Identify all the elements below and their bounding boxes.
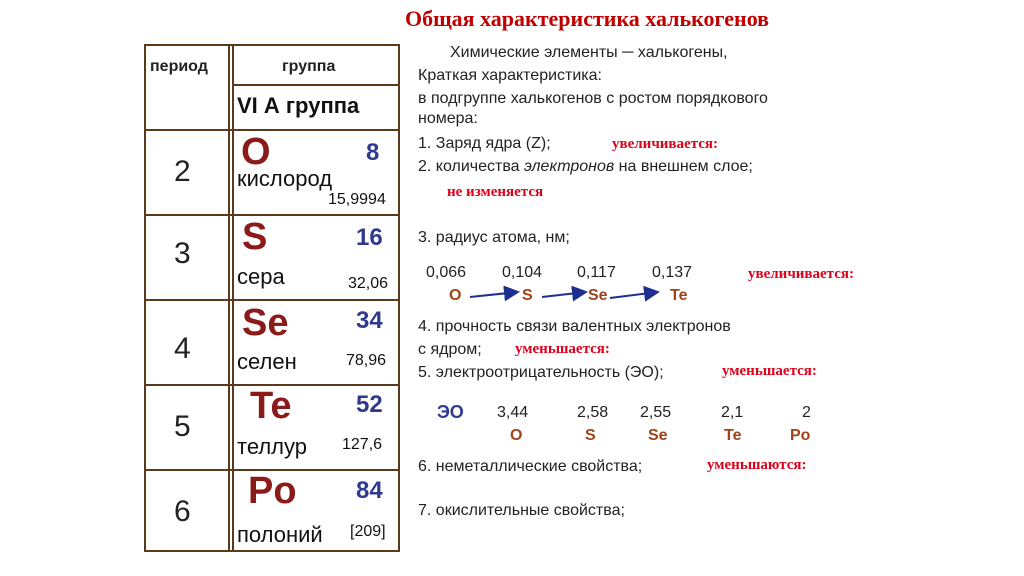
element-symbol: Te xyxy=(250,385,292,427)
element-name: кислород xyxy=(237,166,333,191)
arrow-icon xyxy=(610,292,658,298)
property-7: 7. окислительные свойства; xyxy=(418,502,625,519)
atomic-mass: 127,6 xyxy=(342,436,383,453)
table-divider xyxy=(146,129,398,131)
element-name: селен xyxy=(237,349,297,374)
atomic-mass: 32,06 xyxy=(348,275,389,292)
header-period: период xyxy=(150,58,208,75)
element-symbol-small: O xyxy=(510,427,523,444)
trend-label: уменьшаются: xyxy=(707,457,807,473)
intro-line: номера: xyxy=(418,110,478,127)
table-divider xyxy=(146,214,398,216)
arrow-icon xyxy=(470,292,518,297)
element-symbol-small: Po xyxy=(790,427,811,444)
eo-label: ЭО xyxy=(437,402,464,422)
eo-value: 2,58 xyxy=(577,404,609,421)
element-symbol-small: S xyxy=(585,427,596,444)
intro-line: в подгруппе халькогенов с ростом порядкового xyxy=(418,90,768,107)
trend-label: увеличивается: xyxy=(748,266,854,282)
atomic-number: 84 xyxy=(356,477,383,504)
period-number: 6 xyxy=(174,495,191,528)
table-divider xyxy=(232,84,398,86)
radius-value: 0,117 xyxy=(577,264,616,281)
atomic-number: 8 xyxy=(366,139,380,166)
arrow-icon xyxy=(542,292,586,297)
element-symbol: Po xyxy=(248,470,297,512)
period-number: 2 xyxy=(174,155,191,188)
period-number: 3 xyxy=(174,237,191,270)
element-name: теллур xyxy=(237,434,307,459)
intro-line: Химические элементы ─ халькогены, xyxy=(450,44,728,61)
element-symbol: Se xyxy=(242,302,289,344)
atomic-number: 34 xyxy=(356,307,383,334)
trend-label: не изменяется xyxy=(447,184,544,200)
eo-value: 2,1 xyxy=(721,404,744,421)
period-number: 5 xyxy=(174,410,191,443)
property-5: 5. электроотрицательность (ЭО); xyxy=(418,364,664,381)
element-symbol-small: O xyxy=(449,287,462,304)
atomic-number: 52 xyxy=(356,391,383,418)
page-title: Общая характеристика халькогенов xyxy=(405,6,770,31)
element-name: полоний xyxy=(237,522,323,547)
trend-label: уменьшается: xyxy=(515,341,610,357)
atomic-mass: 15,9994 xyxy=(328,191,386,208)
table-divider xyxy=(228,46,234,550)
table-divider xyxy=(146,299,398,301)
header-group: группа xyxy=(282,58,336,75)
atomic-number: 16 xyxy=(356,224,383,251)
atomic-mass: [209] xyxy=(350,523,386,540)
property-4: 4. прочность связи валентных электронов xyxy=(418,318,731,335)
eo-value: 2 xyxy=(802,404,811,421)
radius-value: 0,104 xyxy=(502,264,543,281)
period-number: 4 xyxy=(174,332,191,365)
atomic-mass: 78,96 xyxy=(346,352,387,369)
trend-label: уменьшается: xyxy=(722,363,817,379)
element-symbol-small: Te xyxy=(724,427,742,444)
eo-value: 3,44 xyxy=(497,404,529,421)
property-6: 6. неметаллические свойства; xyxy=(418,458,643,475)
element-symbol: S xyxy=(242,216,268,258)
radius-value: 0,066 xyxy=(426,264,467,281)
trend-label: увеличивается: xyxy=(612,136,718,152)
element-symbol-small: Se xyxy=(648,427,668,444)
property-3: 3. радиус атома, нм; xyxy=(418,229,570,246)
intro-line: Краткая характеристика: xyxy=(418,67,602,84)
element-symbol-small: S xyxy=(522,287,533,304)
element-symbol: O xyxy=(241,131,271,173)
property-2: 2. количества электронов на внешнем слое; xyxy=(418,158,753,175)
property-4-cont: с ядром; xyxy=(418,341,482,358)
group-name: VI А группа xyxy=(237,93,360,118)
arrows-graphic xyxy=(460,286,680,306)
element-name: сера xyxy=(237,264,285,289)
radius-value: 0,137 xyxy=(652,264,693,281)
eo-value: 2,55 xyxy=(640,404,672,421)
element-symbol-small: Se xyxy=(588,287,608,304)
element-symbol-small: Te xyxy=(670,287,688,304)
property-1: 1. Заряд ядра (Z); xyxy=(418,135,551,152)
